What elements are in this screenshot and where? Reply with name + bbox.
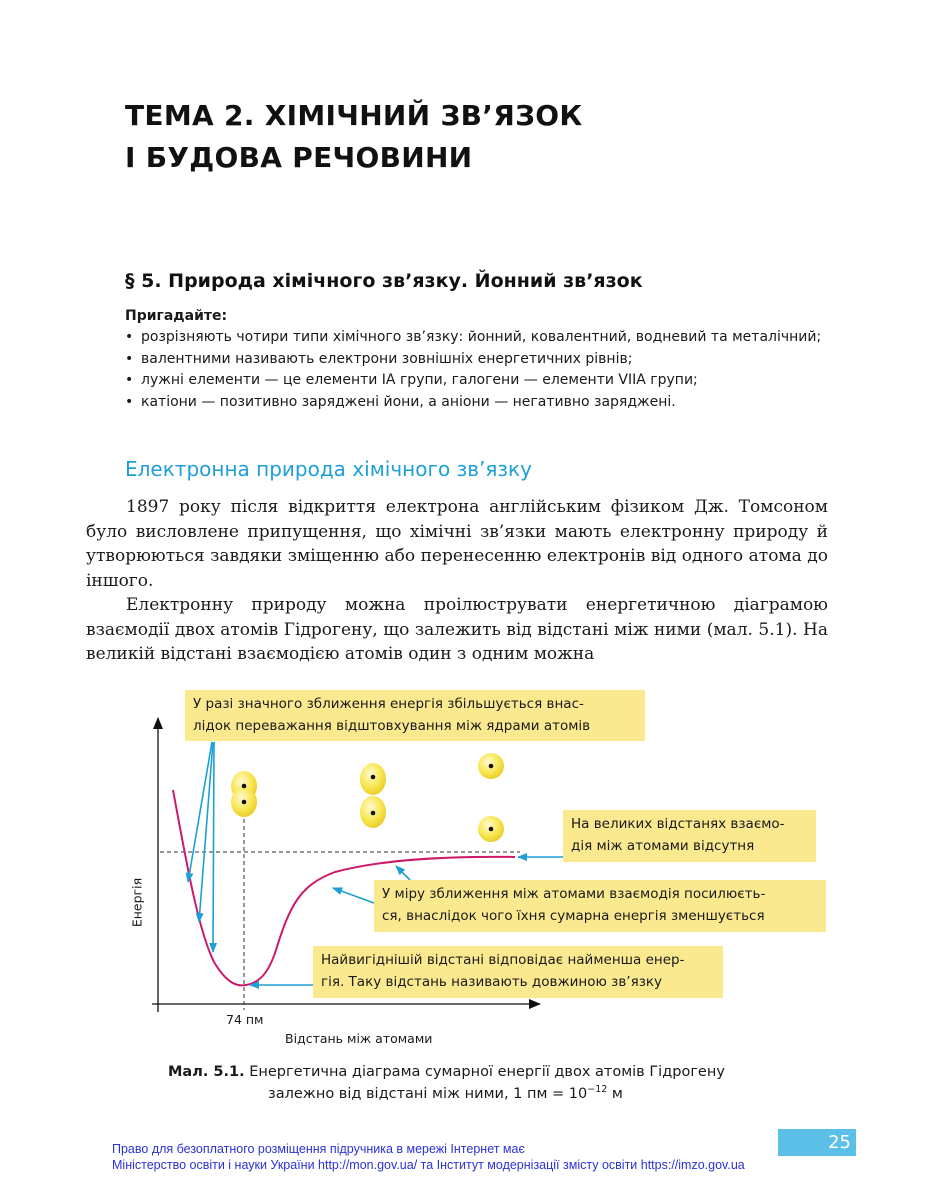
topic-title-line2: І БУДОВА РЕЧОВИНИ: [125, 141, 473, 174]
page-number: 25: [778, 1129, 856, 1156]
paragraph-1: 1897 року після відкриття електрона англійським фізиком Дж. Томсоном було висловлене припущення, що хімічні зв’язки мають електронну природу й утворюються завдяки зміщенню або перенесенню електронів від одного атома до іншого.: [86, 497, 828, 591]
callout-repulsion: У разі значного зближення енергія збільшується внас- лідок переважання відштовхування між ядрами атомів: [185, 690, 645, 741]
x-axis-label: Відстань між атомами: [285, 1031, 433, 1046]
callout-far-distance: На великих відстанях взаємо- дія між атомами відсутня: [563, 810, 816, 862]
recall-item: • розрізняють чотири типи хімічного зв’язку: йонний, ковалентний, водневий та металічний;: [125, 327, 825, 349]
footer-line2: Міністерство освіти і науки України http://mon.gov.ua/ та Інститут модернізації змісту освіти https://imzo.gov.ua: [112, 1158, 745, 1172]
arrow: [213, 742, 214, 952]
recall-item: • катіони — позитивно заряджені йони, а аніони — негативно заряджені.: [125, 392, 825, 414]
atom-pair-bonded: [231, 771, 257, 817]
arrow: [333, 888, 374, 903]
section-title: § 5. Природа хімічного зв’язку. Йонний зв’язок: [125, 270, 643, 292]
x-tick-label: 74 пм: [226, 1012, 264, 1027]
recall-item: • лужні елементи — це елементи IA групи, галогени — елементи VIIA групи;: [125, 370, 825, 392]
topic-title: [125, 95, 825, 179]
arrow: [188, 742, 212, 882]
topic-title-line1: ТЕМА 2. ХІМІЧНИЙ ЗВ’ЯЗОК: [125, 99, 583, 132]
arrow: [396, 866, 410, 880]
caption-label: Мал. 5.1.: [168, 1064, 245, 1080]
footer-notice: [112, 1141, 745, 1173]
recall-heading: Пригадайте:: [125, 308, 228, 324]
recall-list: [125, 327, 825, 413]
callout-approach: У міру зближення між атомами взаємодія посилюєть- ся, внаслідок чого їхня сумарна енергія зменшується: [374, 880, 826, 932]
caption-line1: Енергетична діаграма сумарної енергії двох атомів Гідрогену: [244, 1064, 725, 1080]
paragraph-2: Електронну природу можна проілюструвати енергетичною діаграмою взаємодії двох атомів Гідрогену, що залежить від відстані між ними (мал. 5.1). На великій відстані взаємодією атомів один з одним можна: [86, 595, 828, 664]
caption-line2: залежно від відстані між ними, 1 пм = 10: [268, 1086, 588, 1102]
caption-exponent: −12: [587, 1084, 608, 1095]
arrow: [199, 742, 213, 922]
figure-caption: [168, 1061, 768, 1105]
atom-pair-separated: [478, 753, 504, 842]
caption-unit: м: [607, 1086, 623, 1102]
subheading: Електронна природа хімічного зв’язку: [125, 457, 532, 481]
callout-bond-length: Найвигіднішій відстані відповідає найменша енер- гія. Таку відстань називають довжиною зв’язку: [313, 946, 723, 998]
footer-line1: Право для безоплатного розміщення підручника в мережі Інтернет має: [112, 1142, 525, 1156]
recall-item: • валентними називають електрони зовнішніх енергетичних рівнів;: [125, 349, 825, 371]
y-axis-label: Енергія: [129, 877, 145, 928]
atom-pair-approaching: [360, 763, 386, 828]
